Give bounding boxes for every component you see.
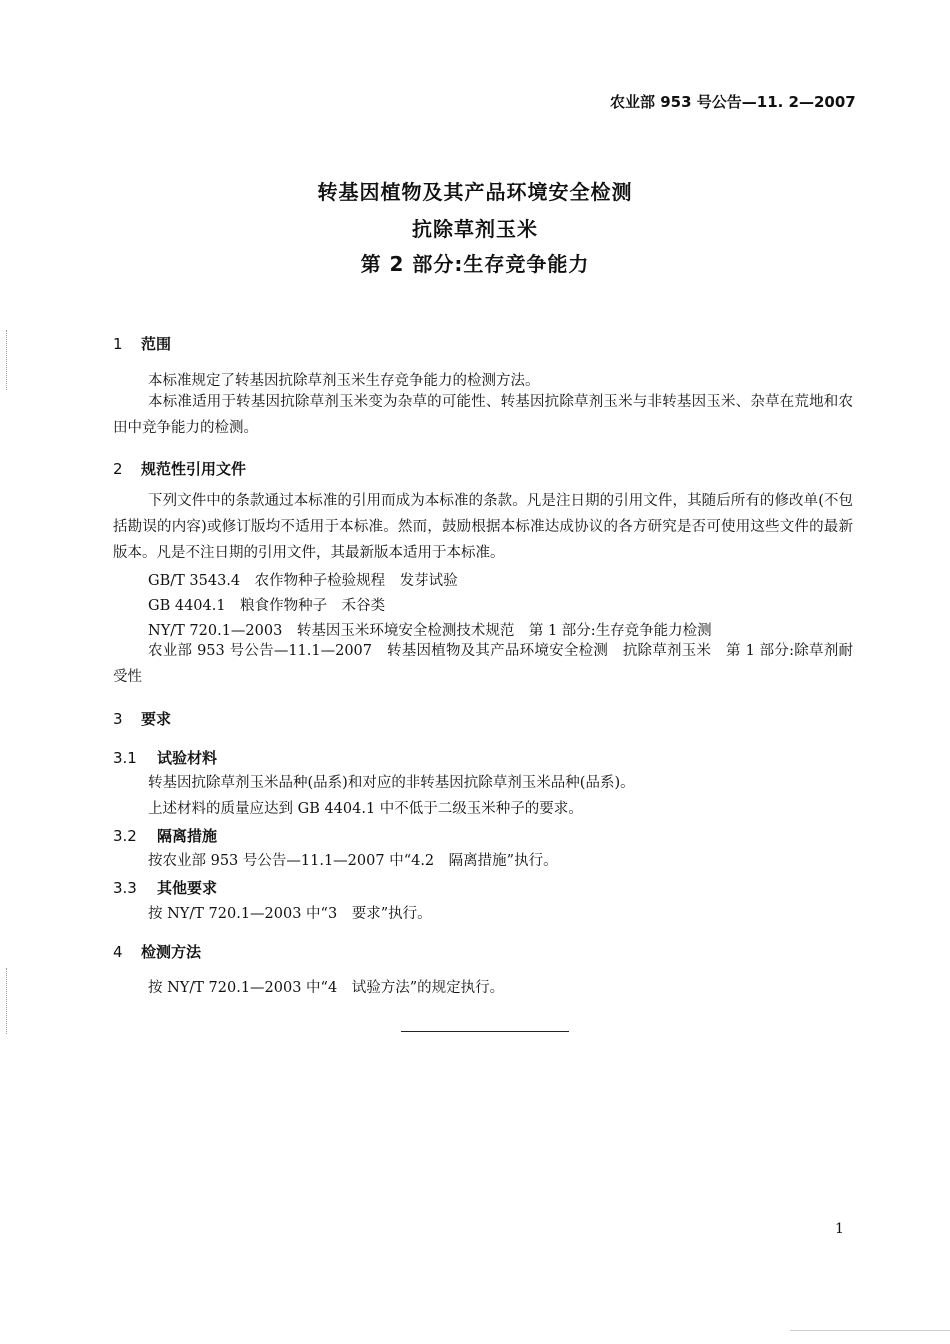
- section-number: 3: [113, 710, 123, 728]
- section-label: 检测方法: [141, 943, 202, 961]
- section-2-paragraph-1: 下列文件中的条款通过本标准的引用而成为本标准的条款。凡是注日期的引用文件，其随后所有的修改单(不包括勘误的内容)或修订版均不适用于本标准。然而，鼓励根据本标准达成协议的各方研究是否可使用这些文件的最新版本。凡是不注日期的引用文件，其最新版本适用于本标准。: [113, 493, 853, 561]
- scan-edge-line: [790, 1330, 950, 1331]
- scan-artifact: [6, 968, 17, 1034]
- section-3-3-heading: [113, 877, 217, 898]
- section-number: 4: [113, 943, 123, 961]
- section-1-paragraph-1: 本标准规定了转基因抗除草剂玉米生存竞争能力的检测方法。: [148, 373, 540, 389]
- subsection-number: 3.2: [113, 827, 137, 845]
- page-number: 1: [835, 1221, 844, 1237]
- section-3-2-heading: [113, 825, 217, 846]
- section-3-1-heading: [113, 747, 217, 768]
- section-3-heading: [113, 708, 171, 729]
- subsection-label: 隔离措施: [157, 827, 218, 845]
- reference-item: NY/T 720.1—2003 转基因玉米环境安全检测技术规范 第 1 部分:生存竞争能力检测: [148, 623, 712, 639]
- reference-item: GB/T 3543.4 农作物种子检验规程 发芽试验: [148, 573, 458, 589]
- scan-artifact: [6, 330, 17, 390]
- section-label: 范围: [141, 335, 172, 353]
- section-4-paragraph-1: 按 NY/T 720.1—2003 中“4 试验方法”的规定执行。: [148, 980, 505, 996]
- section-label: 要求: [141, 710, 172, 728]
- subsection-label: 其他要求: [157, 879, 218, 897]
- reference-item: GB 4404.1 粮食作物种子 禾谷类: [148, 598, 386, 614]
- document-title-line-3: 第 2 部分:生存竞争能力: [360, 252, 590, 276]
- section-1-heading: [113, 333, 171, 354]
- section-4-heading: [113, 941, 201, 962]
- subsection-label: 试验材料: [157, 749, 218, 767]
- document-title-line-1: 转基因植物及其产品环境安全检测: [317, 180, 633, 204]
- section-3-1-paragraph-2: 上述材料的质量应达到 GB 4404.1 中不低于二级玉米种子的要求。: [148, 801, 583, 817]
- section-label: 规范性引用文件: [141, 460, 247, 478]
- section-number: 2: [113, 460, 123, 478]
- document-title-line-2: 抗除草剂玉米: [412, 217, 538, 241]
- section-1-paragraph-2: 本标准适用于转基因抗除草剂玉米变为杂草的可能性、转基因抗除草剂玉米与非转基因玉米、杂草在荒地和农田中竞争能力的检测。: [113, 394, 853, 436]
- section-3-1-paragraph-1: 转基因抗除草剂玉米品种(品系)和对应的非转基因抗除草剂玉米品种(品系)。: [148, 775, 635, 791]
- section-3-2-paragraph-1: 按农业部 953 号公告—11.1—2007 中“4.2 隔离措施”执行。: [148, 853, 558, 869]
- standard-number-header: 农业部 953 号公告—11. 2—2007: [610, 93, 856, 111]
- subsection-number: 3.3: [113, 879, 137, 897]
- section-number: 1: [113, 335, 123, 353]
- subsection-number: 3.1: [113, 749, 137, 767]
- reference-item: 农业部 953 号公告—11.1—2007 转基因植物及其产品环境安全检测 抗除草剂玉米 第 1 部分:除草剂耐受性: [113, 643, 853, 685]
- end-of-document-rule: [401, 1031, 569, 1032]
- section-3-3-paragraph-1: 按 NY/T 720.1—2003 中“3 要求”执行。: [148, 906, 432, 922]
- section-2-heading: [113, 458, 246, 479]
